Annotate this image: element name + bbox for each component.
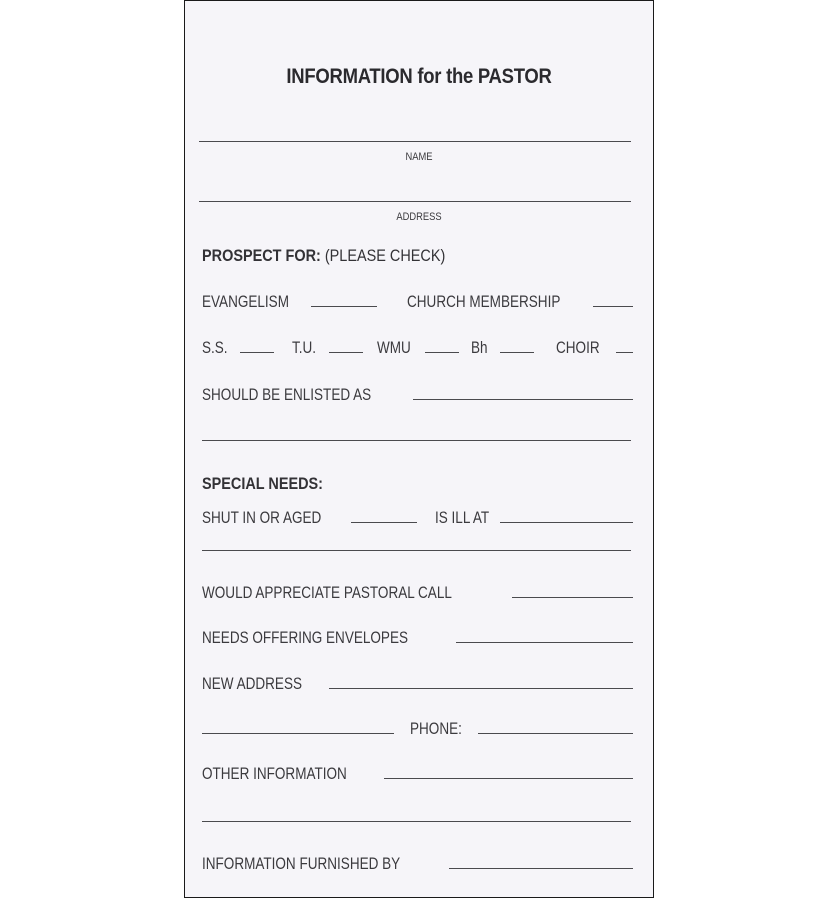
pastoral-call-field[interactable] bbox=[512, 597, 633, 598]
phone-field[interactable] bbox=[478, 733, 633, 734]
new-address-field[interactable] bbox=[329, 688, 633, 689]
bh-label: Bh bbox=[470, 338, 488, 357]
row-shut-in bbox=[202, 504, 633, 526]
choir-label: CHOIR bbox=[556, 338, 600, 357]
row-new-address bbox=[202, 670, 633, 692]
row-organizations bbox=[202, 334, 633, 356]
enlisted-field-continued[interactable] bbox=[202, 440, 631, 441]
evangelism-label: EVANGELISM bbox=[202, 292, 289, 311]
row-other-info bbox=[202, 760, 633, 782]
address-caption: ADDRESS bbox=[396, 211, 442, 223]
other-info-field[interactable] bbox=[384, 778, 633, 779]
bh-field[interactable] bbox=[500, 352, 534, 353]
is-ill-label: IS ILL AT bbox=[434, 508, 489, 527]
tu-field[interactable] bbox=[329, 352, 363, 353]
row-pastoral-call bbox=[202, 579, 633, 601]
name-caption: NAME bbox=[405, 151, 433, 163]
enlisted-label: SHOULD BE ENLISTED AS bbox=[202, 385, 372, 404]
evangelism-field[interactable] bbox=[311, 306, 377, 307]
church-membership-label: CHURCH MEMBERSHIP bbox=[407, 292, 561, 311]
furnished-by-field[interactable] bbox=[449, 868, 633, 869]
pastor-info-card bbox=[184, 0, 654, 898]
envelopes-field[interactable] bbox=[456, 642, 633, 643]
address-field[interactable] bbox=[199, 201, 631, 202]
furnished-by-label: INFORMATION FURNISHED BY bbox=[202, 854, 401, 873]
pastoral-call-label: WOULD APPRECIATE PASTORAL CALL bbox=[202, 583, 452, 602]
choir-field[interactable] bbox=[616, 352, 633, 353]
tu-label: T.U. bbox=[292, 338, 317, 357]
shut-in-label: SHUT IN OR AGED bbox=[202, 508, 322, 527]
envelopes-label: NEEDS OFFERING ENVELOPES bbox=[202, 628, 409, 647]
wmu-field[interactable] bbox=[425, 352, 459, 353]
wmu-label: WMU bbox=[376, 338, 411, 357]
other-info-label: OTHER INFORMATION bbox=[202, 764, 347, 783]
row-envelopes bbox=[202, 624, 633, 646]
prospect-note: (PLEASE CHECK) bbox=[324, 246, 446, 265]
prospect-heading: PROSPECT FOR: (PLEASE CHECK) bbox=[202, 246, 446, 265]
ss-label: S.S. bbox=[202, 338, 228, 357]
name-field[interactable] bbox=[199, 141, 631, 142]
phone-label: PHONE: bbox=[410, 719, 462, 738]
row-phone bbox=[202, 715, 633, 737]
other-info-field-continued[interactable] bbox=[202, 821, 631, 822]
row-evangelism bbox=[202, 288, 633, 310]
ss-field[interactable] bbox=[240, 352, 274, 353]
row-enlisted bbox=[202, 381, 633, 403]
church-membership-field[interactable] bbox=[593, 306, 633, 307]
new-address-field-continued[interactable] bbox=[202, 733, 394, 734]
shut-in-field[interactable] bbox=[351, 522, 417, 523]
is-ill-field-continued[interactable] bbox=[202, 550, 631, 551]
row-furnished-by bbox=[202, 850, 633, 872]
enlisted-field[interactable] bbox=[413, 399, 633, 400]
special-needs-heading: SPECIAL NEEDS: bbox=[202, 474, 323, 493]
new-address-label: NEW ADDRESS bbox=[202, 674, 302, 693]
is-ill-field[interactable] bbox=[500, 522, 633, 523]
form-title: INFORMATION for the PASTOR bbox=[286, 65, 552, 88]
